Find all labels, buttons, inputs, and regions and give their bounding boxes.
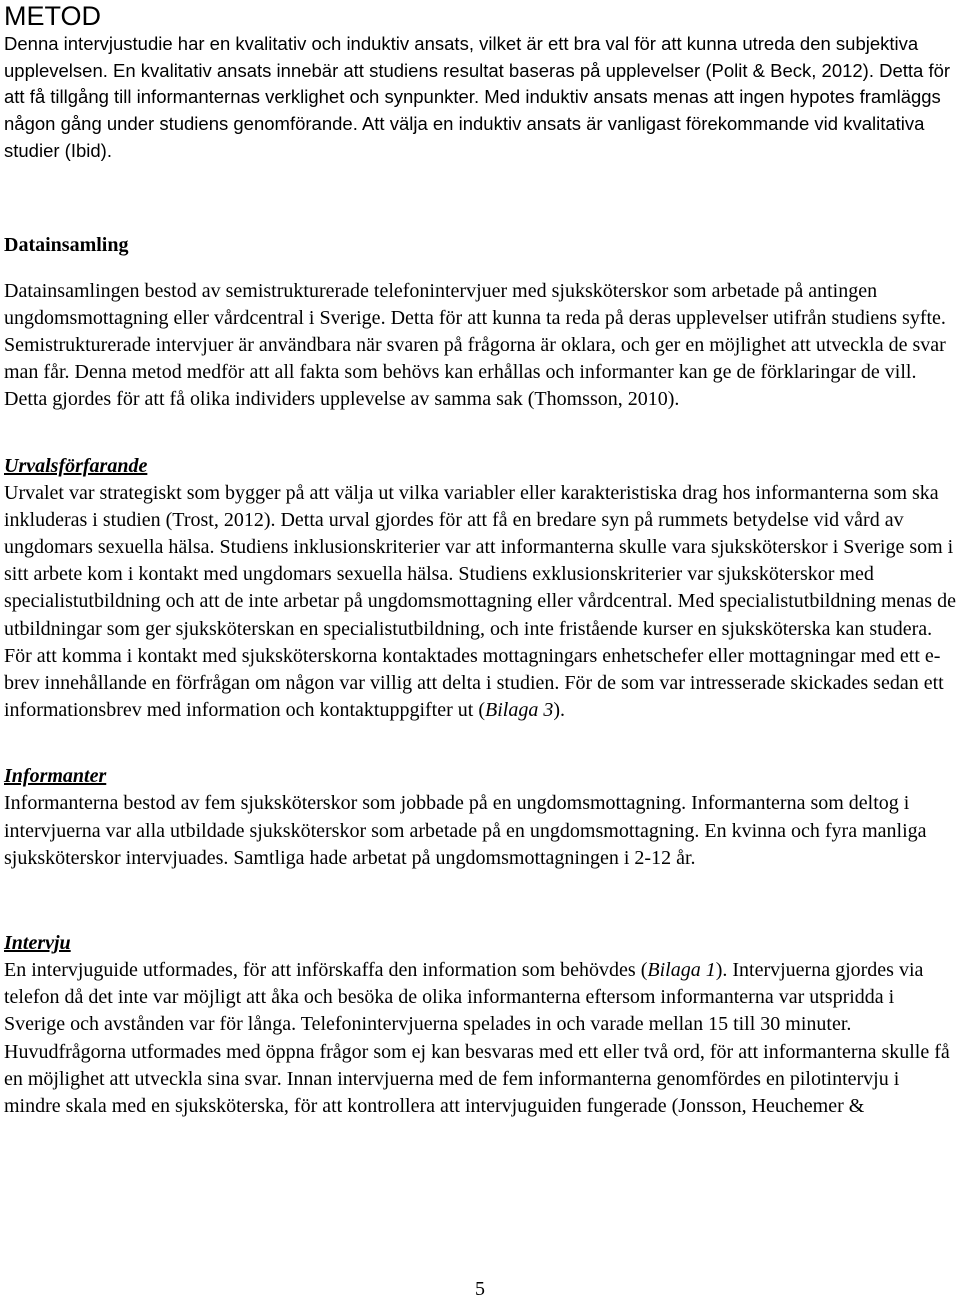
urval-paragraph <box>4 480 956 725</box>
informanter-heading: Informanter <box>4 765 107 788</box>
urval-text: Urvalet var strategiskt som bygger på att välja ut vilka variabler eller karakteristiska drag hos informanterna som ska inkluderas i studien (Trost, 2012). Detta urval gjordes för att få en bredare syn på rummets betydelse vid vård av ungdomars sexuella hälsa. Studiens inklusionskriterier var att informanterna skulle vara sjuksköterskor i Sverige som i sitt arbete kom i kontakt med ungdomars sexuella hälsa. Studiens exklusionskriterier var sjuksköterskor med specialistutbildning och att de inte arbetar på ungdomsmottagning eller vårdcentral. Med specialistutbildning menas de utbildningar som ger sjuksköterskan en specialistutbildning, och inte fristående kurser en sjuksköterska kan studera. För att komma i kontakt med sjuksköterskorna kontaktades mottagningars enhetschefer eller mottagningar med ett e-brev innehållande en förfrågan om någon var villig att delta i studien. För de som var intresserade skickades sedan ett informationsbrev med information och kontaktuppgifter ut ( <box>4 481 956 722</box>
spacer <box>4 872 956 930</box>
datainsamling-heading: Datainsamling <box>4 233 129 256</box>
bilaga-3-reference: Bilaga 3 <box>485 699 554 722</box>
intro-paragraph: Denna intervjustudie har en kvalitativ och induktiv ansats, vilket är ett bra val för att kunna utreda den subjektiva upplevelsen. En kvalitativ ansats innebär att studiens resultat baseras på upplevelser (Polit & Beck, 2012). Detta för att få tillgång till informanternas verklighet och synpunkter. Med induktiv ansats menas att ingen hypotes framläggs någon gång under studiens genomförande. Att välja en induktiv ansats är vanligast förekommande vid kvalitativa studier (Ibid). <box>4 33 951 161</box>
informanter-paragraph: Informanterna bestod av fem sjuksköterskor som jobbade på en ungdomsmottagning. Informanterna som deltog i intervjuerna var alla utbildade sjuksköterskor som arbetade på en ungdomsmottagning. En kvinna och fyra manliga sjuksköterskor intervjuades. Samtliga hade arbetat på ungdomsmottagningen i 2-12 år. <box>4 792 927 869</box>
urval-heading: Urvalsförfarande <box>4 454 148 477</box>
urval-text-end: ). <box>553 699 566 722</box>
bilaga-1-reference: Bilaga 1 <box>647 958 716 981</box>
intervju-text: En intervjuguide utformades, för att införskaffa den information som behövdes ( <box>4 958 648 981</box>
spacer <box>4 414 956 453</box>
intervju-heading: Intervju <box>4 931 71 954</box>
spacer <box>4 258 956 278</box>
intervju-text-end: ). Intervjuerna gjordes via telefon då det inte var möjligt att åka och besöka de olika informanterna eftersom informanterna var utspridda i Sverige och avstånden var för långa. Telefonintervjuerna spelades in och varade mellan 15 till 30 minuter. Huvudfrågorna utformades med öppna frågor som ej kan besvaras med ett eller två ord, för att informanterna skulle få en möjlighet att utveckla sina svar. Innan intervjuerna med de fem informanterna genomfördes en pilotintervju i mindre skala med en sjuksköterska, för att kontrollera att intervjuguiden fungerade (Jonsson, Heuchemer & <box>4 958 950 1117</box>
intervju-paragraph <box>4 957 956 1120</box>
spacer <box>4 165 956 232</box>
spacer <box>4 724 956 763</box>
document-page <box>4 0 956 1120</box>
page-title: METOD <box>4 1 102 31</box>
page-number: 5 <box>475 1278 485 1300</box>
datainsamling-paragraph: Datainsamlingen bestod av semistrukturerade telefonintervjuer med sjuksköterskor som arbetade på antingen ungdomsmottagning eller vårdcentral i Sverige. Detta för att kunna ta reda på deras upplevelser utifrån studiens syfte. Semistrukturerade intervjuer är användbara när svaren på frågorna är oklara, och ger en möjlighet att utveckla de svar man får. Denna metod medför att all fakta som behövs kan erhållas och informanter kan ge de förklaringar de vill. Detta gjordes för att få olika individers upplevelse av samma sak (Thomsson, 2010). <box>4 279 946 411</box>
